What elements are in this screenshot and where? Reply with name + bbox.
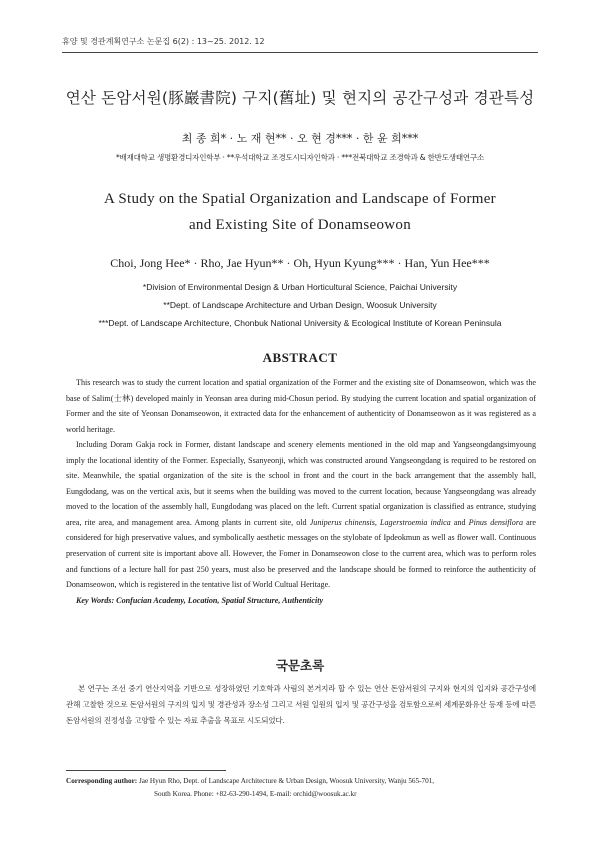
abstract-body — [66, 375, 536, 608]
footnote-rule — [66, 770, 226, 771]
corresponding-author-footnote — [66, 775, 536, 801]
abstract-heading: ABSTRACT — [262, 350, 338, 365]
separator: , — [374, 517, 380, 527]
affiliations-english — [40, 278, 560, 332]
keywords — [66, 593, 536, 609]
abstract-paragraph-1: This research was to study the current location and spatial organization of the Former and the existing site of Donamseowon, which was the base of Salim(士林) developed mainly in Yeonsan area during mid-Chosun period. By studying the current location and spatial organization of Former and the site of Yeonsan Donamseowon, it extracted data for the enhancement of authenticity of Donamseowon as it was registered as a world heritage. — [66, 378, 536, 434]
abstract-text-segment: are considered for high preservative values, and symbolically aesthetic messages on the stylobate of Ipdeokmun as well as flower wall. Continuous preservation of current site is important above all. However, the Fomer in Donamseowon close to the current area, which was to perform roles and functions of a lecture hall for past 250 years, must also be preserved and the landscape should be formed to reinforce the authenticity of Donamseowon, which is registered in the tentative list of World Cultual Heritage. — [66, 517, 537, 590]
authors-korean: 최 종 희* · 노 재 현** · 오 현 경*** · 한 윤 희*** — [181, 132, 419, 145]
abstract-text-segment: Including Doram Gakja rock in Former, distant landscape and scenery elements mentioned in the old map and Yangseongdangsimyoung imply the locational identity of the Former. Especially, Ssanyeonji, which was constructed around Yangseongdang is required to be restored on site. Meanwhile, the spatial organization of the site is the school in front and the court in the back arrangement that the assembly hall, Eungdodang, was on the vertical axis, but it seems when the building was moved to the current location, because Yangseongdang was already moved to the location of the assembly hall, Eungdodang was placed on the left. Current spatial organization is classified as entrance, studying area, rite area, and management area. Among plants in current site, old — [66, 440, 536, 527]
title-english — [80, 186, 520, 238]
affiliation-3: ***Dept. of Landscape Architecture, Chonbuk National University & Ecological Institute of Korean Peninsula — [98, 318, 502, 328]
footnote-label: Corresponding author: — [66, 777, 138, 785]
running-head: 휴양 및 경관계획연구소 논문집 6(2) : 13~25. 2012. 12 — [62, 37, 265, 46]
authors-english: Choi, Jong Hee* · Rho, Jae Hyun** · Oh, Hyun Kyung*** · Han, Yun Hee*** — [110, 256, 490, 270]
species-name: Pinus densiflora — [468, 517, 524, 527]
affiliation-1: *Division of Environmental Design & Urban Horticultural Science, Paichai University — [142, 282, 458, 292]
footnote-line-1: Jae Hyun Rho, Dept. of Landscape Architecture & Urban Design, Woosuk University, Wanju 565-701, — [137, 777, 435, 785]
title-english-line-1: A Study on the Spatial Organization and Landscape of Former — [104, 191, 496, 207]
title-korean: 연산 돈암서원(豚巖書院) 구지(舊址) 및 현지의 공간구성과 경관특성 — [65, 89, 535, 107]
korean-abstract-heading: 국문초록 — [275, 658, 325, 673]
keywords-value: Confucian Academy, Location, Spatial Structure, Authenticity — [114, 595, 324, 605]
footnote-line-2: South Korea. Phone: +82-63-290-1494, E-mail: orchid@woosuk.ac.kr — [154, 790, 357, 798]
species-name: Juniperus chinensis — [309, 517, 375, 527]
separator: and — [450, 517, 469, 527]
abstract-paragraph-2 — [66, 437, 536, 592]
korean-abstract-paragraph: 본 연구는 조선 중기 연산지역을 기반으로 성장하였던 기호학과 사림의 본거지라 할 수 있는 연산 돈암서원의 구지와 현지의 입지와 공간구성에 관해 고찰한 것으로 돈암서원의 구지의 입지 및 경관성과 장소성 그리고 서원 일원의 입지 및 공간구성을 검토함으로써 세계문화유산 등재 등에 따른 돈암서원의 진정성을 고양할 수 있는 자료 추출을 목표로 시도되었다. — [66, 684, 536, 725]
korean-abstract-body — [66, 681, 536, 729]
species-name: Lagerstroemia indica — [380, 517, 451, 527]
affiliations-korean: *배재대학교 생명환경디자인학부 · **우석대학교 조경도시디자인학과 · ***전북대학교 조경학과 & 한반도생태연구소 — [116, 153, 484, 162]
header-rule — [62, 52, 538, 53]
title-english-line-2: and Existing Site of Donamseowon — [188, 217, 412, 233]
keywords-label: Key Words: — [76, 595, 115, 605]
affiliation-2: **Dept. of Landscape Architecture and Urban Design, Woosuk University — [163, 300, 437, 310]
